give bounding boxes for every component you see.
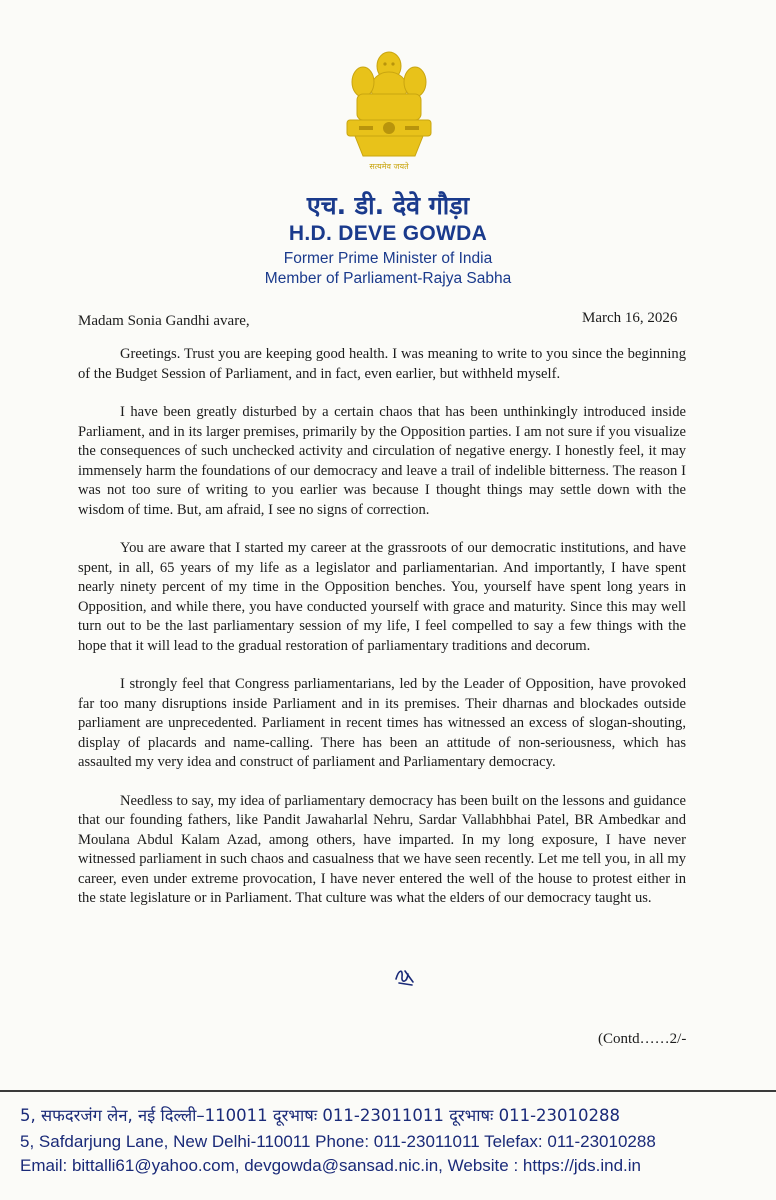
designation-line-2: Member of Parliament-Rajya Sabha (264, 270, 512, 287)
initials-signature-icon (393, 965, 417, 987)
footer-address-english: 5, Safdarjung Lane, New Delhi-110011 Phone: 011-23011011 Telefax: 011-23010288 (20, 1132, 656, 1151)
letter-body (78, 345, 686, 928)
letter-paragraph-5: Needless to say, my idea of parliamentary democracy has been built on the lessons and guidance that our founding fathers, like Pandit Jawaharlal Nehru, Sardar Vallabhbhai Patel, BR Ambedkar and Moulana Abdul Kalam Azad, among others, have imparted. In my long exposure, I have never witnessed parliament in such chaos and casualness that we have seen recently. Let me tell you, in all my career, even under extreme provocation, I have never entered the well of the house to protest either in the state legislature or in Parliament. That culture was what the elders of our democracy taught us. (78, 792, 686, 906)
letter-date: March 16, 2026 (582, 310, 678, 326)
footer-contact: Email: bittalli61@yahoo.com, devgowda@sansad.nic.in, Website : https://jds.ind.in (20, 1156, 642, 1175)
designation-line-1: Former Prime Minister of India (283, 250, 493, 267)
footer-divider (0, 1090, 776, 1092)
letterhead-designation (0, 249, 776, 289)
letterhead-footer (20, 1102, 760, 1178)
national-emblem-icon (333, 44, 445, 174)
emblem-motto: सत्यमेव जयते (369, 162, 409, 171)
letterhead-name-hindi: एच. डी. देवे गौड़ा (306, 191, 470, 220)
letterhead-name-english: H.D. DEVE GOWDA (288, 222, 488, 245)
continued-marker: (Contd……2/- (598, 1031, 687, 1047)
footer-address-hindi: 5, सफदरजंग लेन, नई दिल्ली–110011 दूरभाषः 011-23011011 दूरभाषः 011-23010288 (20, 1106, 621, 1125)
letter-paragraph-1: Greetings. Trust you are keeping good health. I was meaning to write to you since the beginning of the Budget Session of Parliament, and in fact, even earlier, but withheld myself. (78, 346, 686, 382)
letter-salutation: Madam Sonia Gandhi avare, (78, 313, 250, 329)
letter-paragraph-2: I have been greatly disturbed by a certain chaos that has been unthinkingly introduced inside Parliament, and in its larger premises, primarily by the Opposition parties. I am not sure if you visualize the consequences of such unchecked activity and circulation of negative energy. I honestly feel, it may immensely harm the foundations of our democracy and leave a trail of indelible bitterness. The reason I was not too sure of writing to you earlier was because I thought things may settle down with the wisdom of time. But, am afraid, I see no signs of correction. (78, 404, 686, 518)
letter-paragraph-3: You are aware that I started my career at the grassroots of our democratic institutions, and have spent, in all, 65 years of my life as a legislator and parliamentarian. And importantly, I have spent nearly ninety percent of my time in the Opposition benches. You, yourself have spent long years in Opposition, and while there, you have conducted yourself with grace and maturity. Since this may well turn out to be the last parliamentary session of my life, I feel compelled to say a few things with the hope that it will lead to the gradual restoration of parliamentary traditions and decorum. (78, 540, 686, 654)
letter-paragraph-4: I strongly feel that Congress parliamentarians, led by the Leader of Opposition, have provoked far too many disruptions inside Parliament and in its premises. Their dharnas and blockades outside parliament are unprecedented. Parliament in recent times has witnessed an excess of slogan-shouting, display of placards and name-calling. There has been an attitude of non-seriousness, which has assaulted my very idea and construct of parliament and Parliamentary democracy. (78, 676, 686, 770)
